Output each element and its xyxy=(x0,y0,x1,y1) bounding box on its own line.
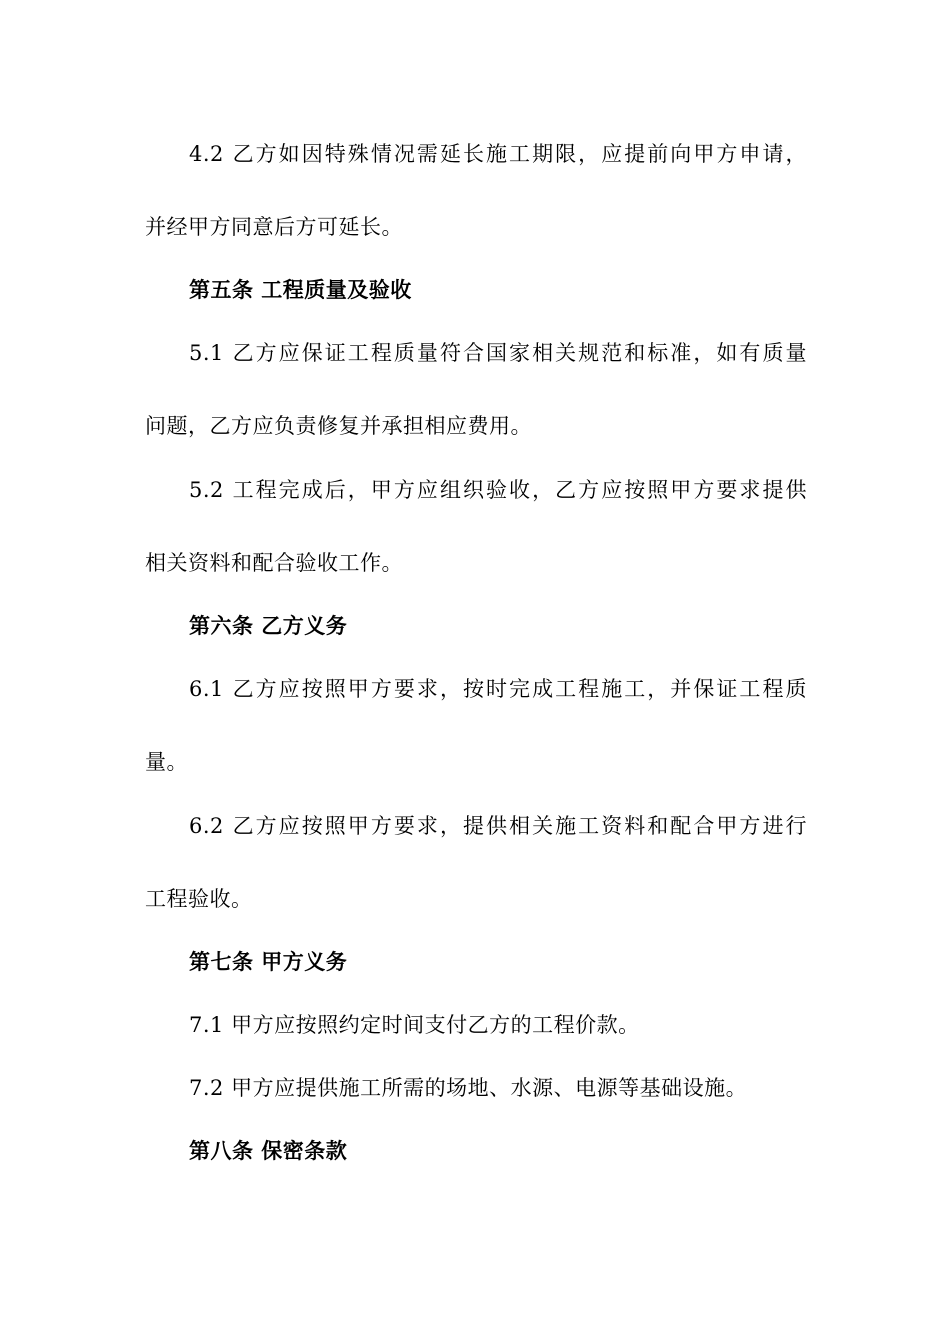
article-8-heading: 第八条 保密条款 xyxy=(189,1138,348,1163)
paragraph-6-1-line-1: 6.1 乙方应按照甲方要求，按时完成工程施工，并保证工程质 xyxy=(189,677,807,701)
paragraph-7-2: 7.2 甲方应提供施工所需的场地、水源、电源等基础设施。 xyxy=(189,1076,748,1100)
paragraph-4-2-line-2: 并经甲方同意后方可延长。 xyxy=(145,215,403,239)
article-6-heading: 第六条 乙方义务 xyxy=(189,613,348,638)
paragraph-5-2-line-1: 5.2 工程完成后，甲方应组织验收，乙方应按照甲方要求提供 xyxy=(189,478,807,502)
paragraph-5-1-line-2: 问题，乙方应负责修复并承担相应费用。 xyxy=(145,414,532,438)
article-7-heading: 第七条 甲方义务 xyxy=(189,949,348,974)
paragraph-4-2-line-1: 4.2 乙方如因特殊情况需延长施工期限，应提前向甲方申请， xyxy=(189,142,807,166)
paragraph-6-2-line-1: 6.2 乙方应按照甲方要求，提供相关施工资料和配合甲方进行 xyxy=(189,814,807,838)
article-5-heading: 第五条 工程质量及验收 xyxy=(189,277,412,302)
paragraph-6-1-line-2: 量。 xyxy=(145,750,188,774)
paragraph-5-1-line-1: 5.1 乙方应保证工程质量符合国家相关规范和标准，如有质量 xyxy=(189,341,807,365)
paragraph-7-1: 7.1 甲方应按照约定时间支付乙方的工程价款。 xyxy=(189,1013,640,1037)
paragraph-6-2-line-2: 工程验收。 xyxy=(145,887,253,911)
paragraph-5-2-line-2: 相关资料和配合验收工作。 xyxy=(145,551,403,575)
